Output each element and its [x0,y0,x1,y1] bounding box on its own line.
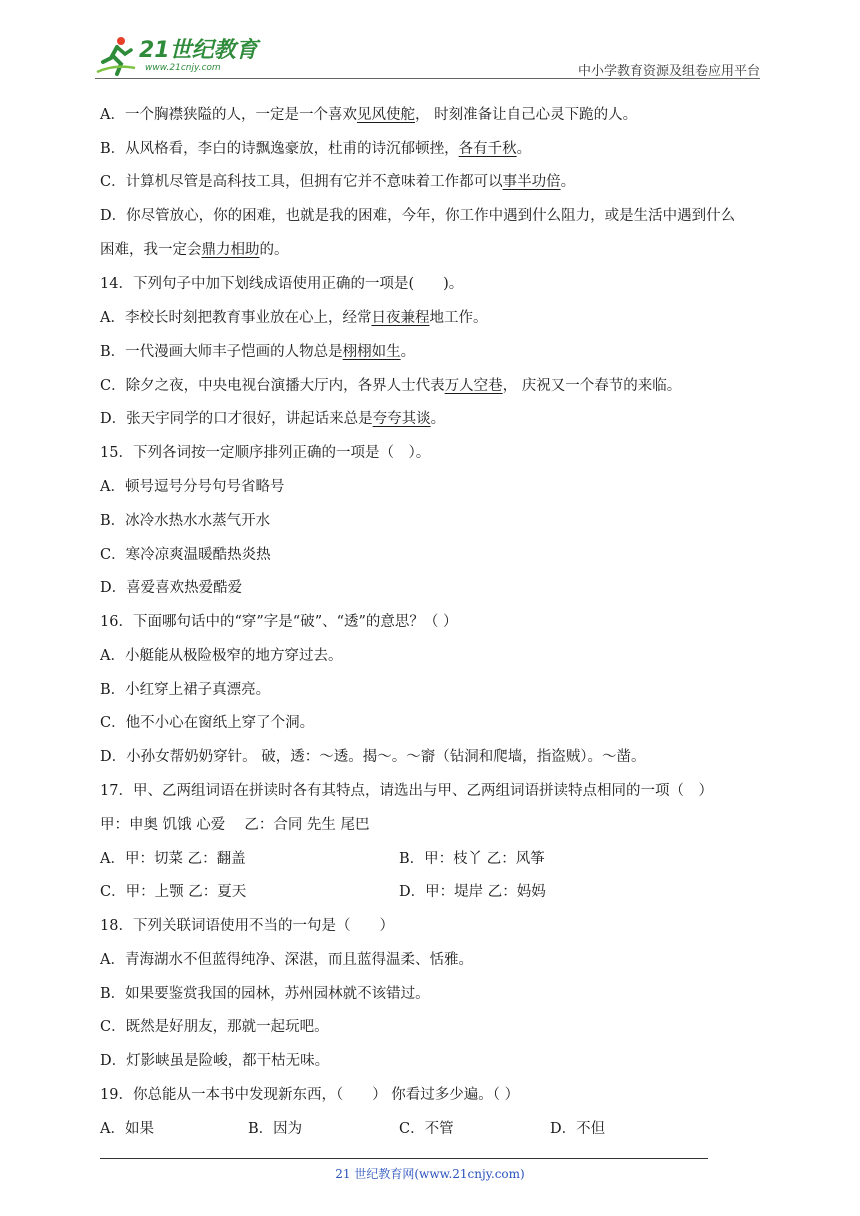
q19-option-c: C．不管 [399,1121,454,1137]
q19-option-a: A．如果 [100,1121,154,1137]
q18-stem: 18．下列关联词语使用不当的一句是（ ） [100,918,394,934]
q13-option-b: B．从风格看，李白的诗飘逸豪放，杜甫的诗沉郁顿挫，各有千秋。 [100,141,532,157]
q19-option-b: B．因为 [248,1121,303,1137]
q14-option-c: C．除夕之夜，中央电视台演播大厅内，各界人士代表万人空巷， 庆祝又一个春节的来临。 [100,378,682,394]
q14-d-idiom: 夸夸其谈 [372,411,431,427]
footer-divider [100,1158,708,1159]
q16-option-a: A．小艇能从极险极窄的地方穿过去。 [100,648,343,664]
q13-a-idiom: 见风使舵 [356,107,415,123]
q13-b-idiom: 各有千秋 [458,141,517,157]
q15-option-c: C．寒冷凉爽温暖酷热炎热 [100,547,271,563]
footer-link[interactable]: 21 世纪教育网(www.21cnjy.com) [335,1167,525,1181]
q18-option-a: A．青海湖水不但蓝得纯净、深湛，而且蓝得温柔、恬雅。 [100,952,473,968]
q18-option-c: C．既然是好朋友，那就一起玩吧。 [100,1019,329,1035]
page-header [95,32,760,82]
q14-option-a: A．李校长时刻把教育事业放在心上，经常日夜兼程地工作。 [100,310,488,326]
q17-groups: 甲：申奥 饥饿 心爱 乙：合同 先生 尾巴 [100,817,370,833]
q13-option-a: A．一个胸襟狭隘的人，一定是一个喜欢见风使舵， 时刻准备让自己心灵下跪的人。 [100,107,638,123]
q14-c-idiom: 万人空巷 [444,378,503,394]
q16-option-d: D．小孙女帮奶奶穿针。 破，透：～透。揭～。～窬（钻洞和爬墙，指盗贼）。～凿。 [100,749,646,765]
q17-option-a: A．甲：切菜 乙：翻盖 [100,851,246,867]
q17-option-b: B．甲：枝丫 乙：风筝 [399,851,545,867]
q14-option-d: D．张天宇同学的口才很好，讲起话来总是夸夸其谈。 [100,411,446,427]
q14-b-idiom: 栩栩如生 [342,344,401,360]
q14-stem: 14．下列句子中加下划线成语使用正确的一项是( )。 [100,276,464,292]
platform-name: 中小学教育资源及组卷应用平台 [577,64,760,79]
q18-option-b: B．如果要鉴赏我国的园林，苏州园林就不该错过。 [100,986,430,1002]
site-logo [95,34,258,78]
q17-option-d: D．甲：堤岸 乙：妈妈 [399,884,546,900]
q19-option-d: D．不但 [550,1121,606,1137]
q16-stem: 16．下面哪句话中的“穿”字是“破”、“透”的意思？（ ） [100,614,458,630]
q15-option-b: B．冰冷水热水水蒸气开水 [100,513,271,529]
logo-url: www.21cnjy.com [145,62,221,73]
q13-c-idiom: 事半功倍 [502,174,561,190]
q17-option-c: C．甲：上颚 乙：夏天 [100,884,247,900]
q18-option-d: D．灯影峡虽是险峻，都干枯无味。 [100,1053,330,1069]
q15-option-a: A．顿号逗号分号句号省略号 [100,479,285,495]
q14-a-idiom: 日夜兼程 [371,310,430,326]
q16-option-b: B．小红穿上裙子真漂亮。 [100,682,271,698]
q17-stem: 17．甲、乙两组词语在拼读时各有其特点，请选出与甲、乙两组词语拼读特点相同的一项（ ） [100,783,713,799]
runner-logo-icon [95,34,137,78]
header-divider [95,78,760,79]
q13-option-d-line1: D．你尽管放心，你的困难，也就是我的困难，今年，你工作中遇到什么阻力，或是生活中遇到什么 [100,208,736,224]
q14-option-b: B．一代漫画大师丰子恺画的人物总是栩栩如生。 [100,344,416,360]
q15-stem: 15．下列各词按一定顺序排列正确的一项是（ ）。 [100,445,431,461]
q13-option-c: C．计算机尽管是高科技工具，但拥有它并不意味着工作都可以事半功倍。 [100,174,576,190]
q19-stem: 19．你总能从一本书中发现新东西，（ ） 你看过多少遍。（ ） [100,1087,520,1103]
logo-title: 21世纪教育 [139,37,258,63]
q15-option-d: D．喜爱喜欢热爱酷爱 [100,580,243,596]
q13-d-idiom: 鼎力相助 [201,242,260,258]
q13-option-d-line2: 困难，我一定会鼎力相助的。 [100,242,289,258]
q16-option-c: C．他不小心在窗纸上穿了个洞。 [100,715,315,731]
